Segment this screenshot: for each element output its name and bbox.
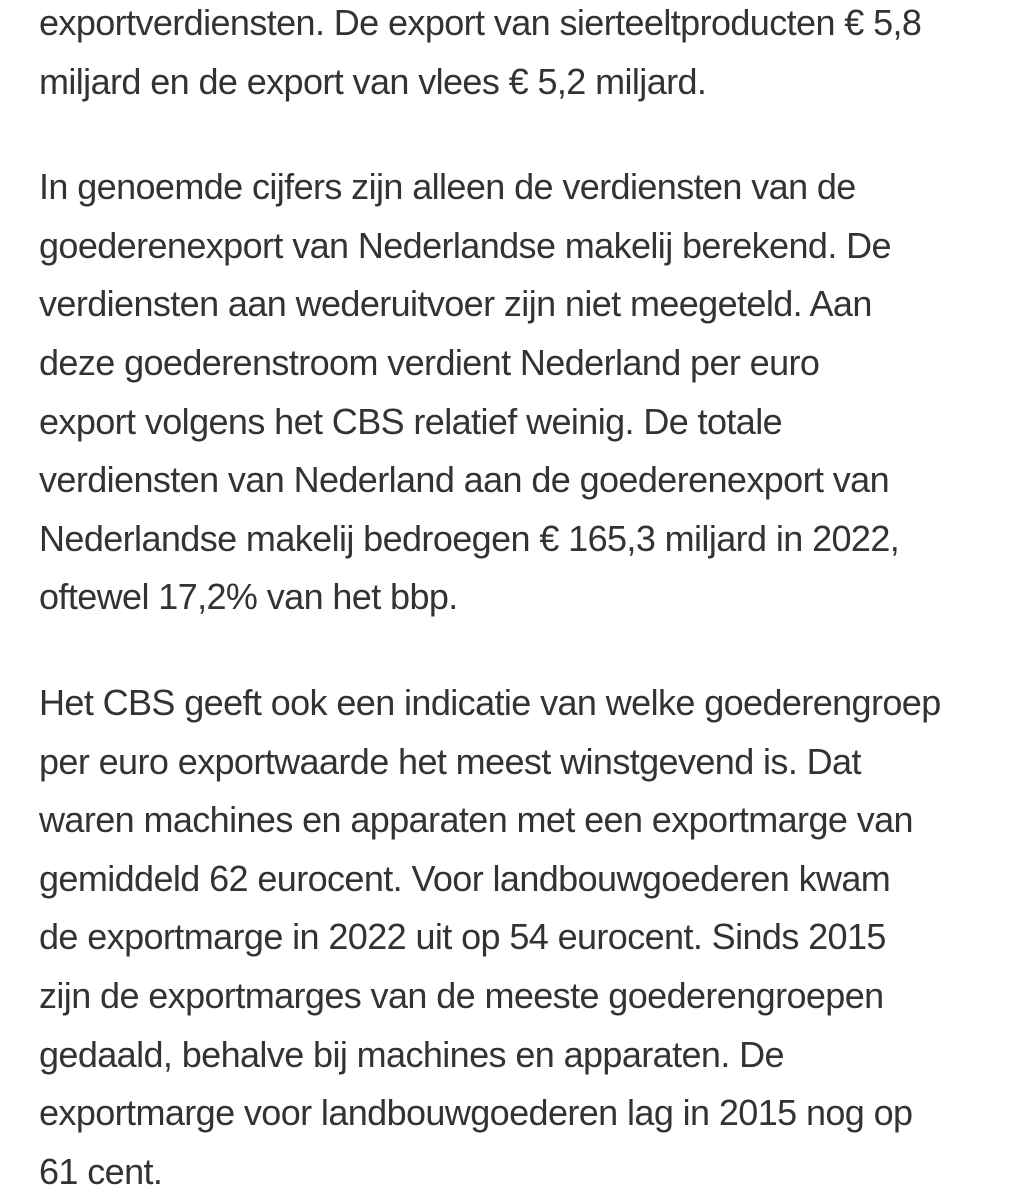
text-line: miljard en de export van vlees € 5,2 miljard.	[39, 60, 707, 102]
text-line: verdiensten van Nederland aan de goederenexport van	[39, 459, 890, 501]
text-line: goederenexport van Nederlandse makelij berekend. De	[39, 224, 891, 266]
text-line: 61 cent.	[39, 1150, 163, 1192]
article-paragraph-2	[39, 158, 999, 627]
text-line: gedaald, behalve bij machines en apparaten. De	[39, 1033, 784, 1075]
text-line: per euro exportwaarde het meest winstgevend is. Dat	[39, 740, 861, 782]
article-paragraph-1	[39, 0, 999, 111]
text-line: export volgens het CBS relatief weinig. De totale	[39, 400, 783, 442]
text-line: exportverdiensten. De export van sierteeltproducten € 5,8	[39, 2, 922, 43]
text-line: In genoemde cijfers zijn alleen de verdiensten van de	[39, 166, 856, 208]
article-body	[39, 0, 999, 1201]
text-line: oftewel 17,2% van het bbp.	[39, 576, 458, 618]
article-paragraph-3	[39, 674, 999, 1201]
text-line: de exportmarge in 2022 uit op 54 eurocent. Sinds 2015	[39, 916, 886, 958]
text-line: zijn de exportmarges van de meeste goederengroepen	[39, 974, 884, 1016]
text-line: deze goederenstroom verdient Nederland per euro	[39, 341, 820, 383]
text-line: gemiddeld 62 eurocent. Voor landbouwgoederen kwam	[39, 857, 891, 899]
text-line: Het CBS geeft ook een indicatie van welke goederengroep	[39, 681, 941, 723]
text-line: Nederlandse makelij bedroegen € 165,3 miljard in 2022,	[39, 517, 900, 559]
text-line: waren machines en apparaten met een exportmarge van	[39, 799, 913, 841]
text-line: exportmarge voor landbouwgoederen lag in 2015 nog op	[39, 1092, 913, 1134]
text-line: verdiensten aan wederuitvoer zijn niet meegeteld. Aan	[39, 283, 872, 325]
